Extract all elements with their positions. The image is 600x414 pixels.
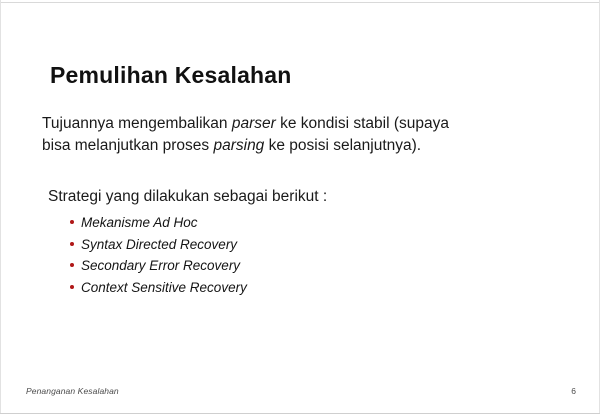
paragraph-line-1-pre: Tujuannya mengembalikan bbox=[42, 115, 232, 132]
strategy-intro-text: Strategi yang dilakukan sebagai berikut : bbox=[48, 188, 328, 205]
list-item bbox=[70, 255, 247, 277]
list-item-label: Context Sensitive Recovery bbox=[81, 279, 247, 295]
list-item-label: Mekanisme Ad Hoc bbox=[81, 215, 198, 230]
paragraph-line-2-post: ke posisi selanjutnya). bbox=[264, 137, 422, 154]
paragraph-line-1-italic: parser bbox=[231, 115, 276, 132]
paragraph-line-1 bbox=[42, 113, 562, 134]
bullet-dot-icon bbox=[70, 220, 74, 224]
paragraph-line-2 bbox=[42, 135, 562, 156]
list-item-label: Syntax Directed Recovery bbox=[81, 236, 238, 252]
list-item bbox=[70, 212, 247, 234]
slide-title: Pemulihan Kesalahan bbox=[50, 62, 292, 88]
list-item bbox=[70, 234, 247, 256]
slide-body-paragraph bbox=[42, 113, 562, 156]
paragraph-line-2-pre: bisa melanjutkan proses bbox=[42, 137, 214, 154]
slide-border-top bbox=[0, 0, 600, 3]
slide-border-left bbox=[0, 0, 1, 414]
footer-page-number: 6 bbox=[571, 386, 576, 396]
bullet-dot-icon bbox=[70, 263, 74, 267]
bullet-dot-icon bbox=[70, 242, 74, 246]
list-item bbox=[70, 277, 247, 299]
list-item-label: Secondary Error Recovery bbox=[81, 258, 241, 273]
strategy-bullet-list bbox=[70, 212, 247, 298]
bullet-dot-icon bbox=[70, 285, 74, 289]
paragraph-line-1-post: ke kondisi stabil (supaya bbox=[275, 115, 449, 132]
paragraph-line-2-italic: parsing bbox=[213, 137, 265, 154]
footer-document-title: Penanganan Kesalahan bbox=[26, 386, 119, 396]
